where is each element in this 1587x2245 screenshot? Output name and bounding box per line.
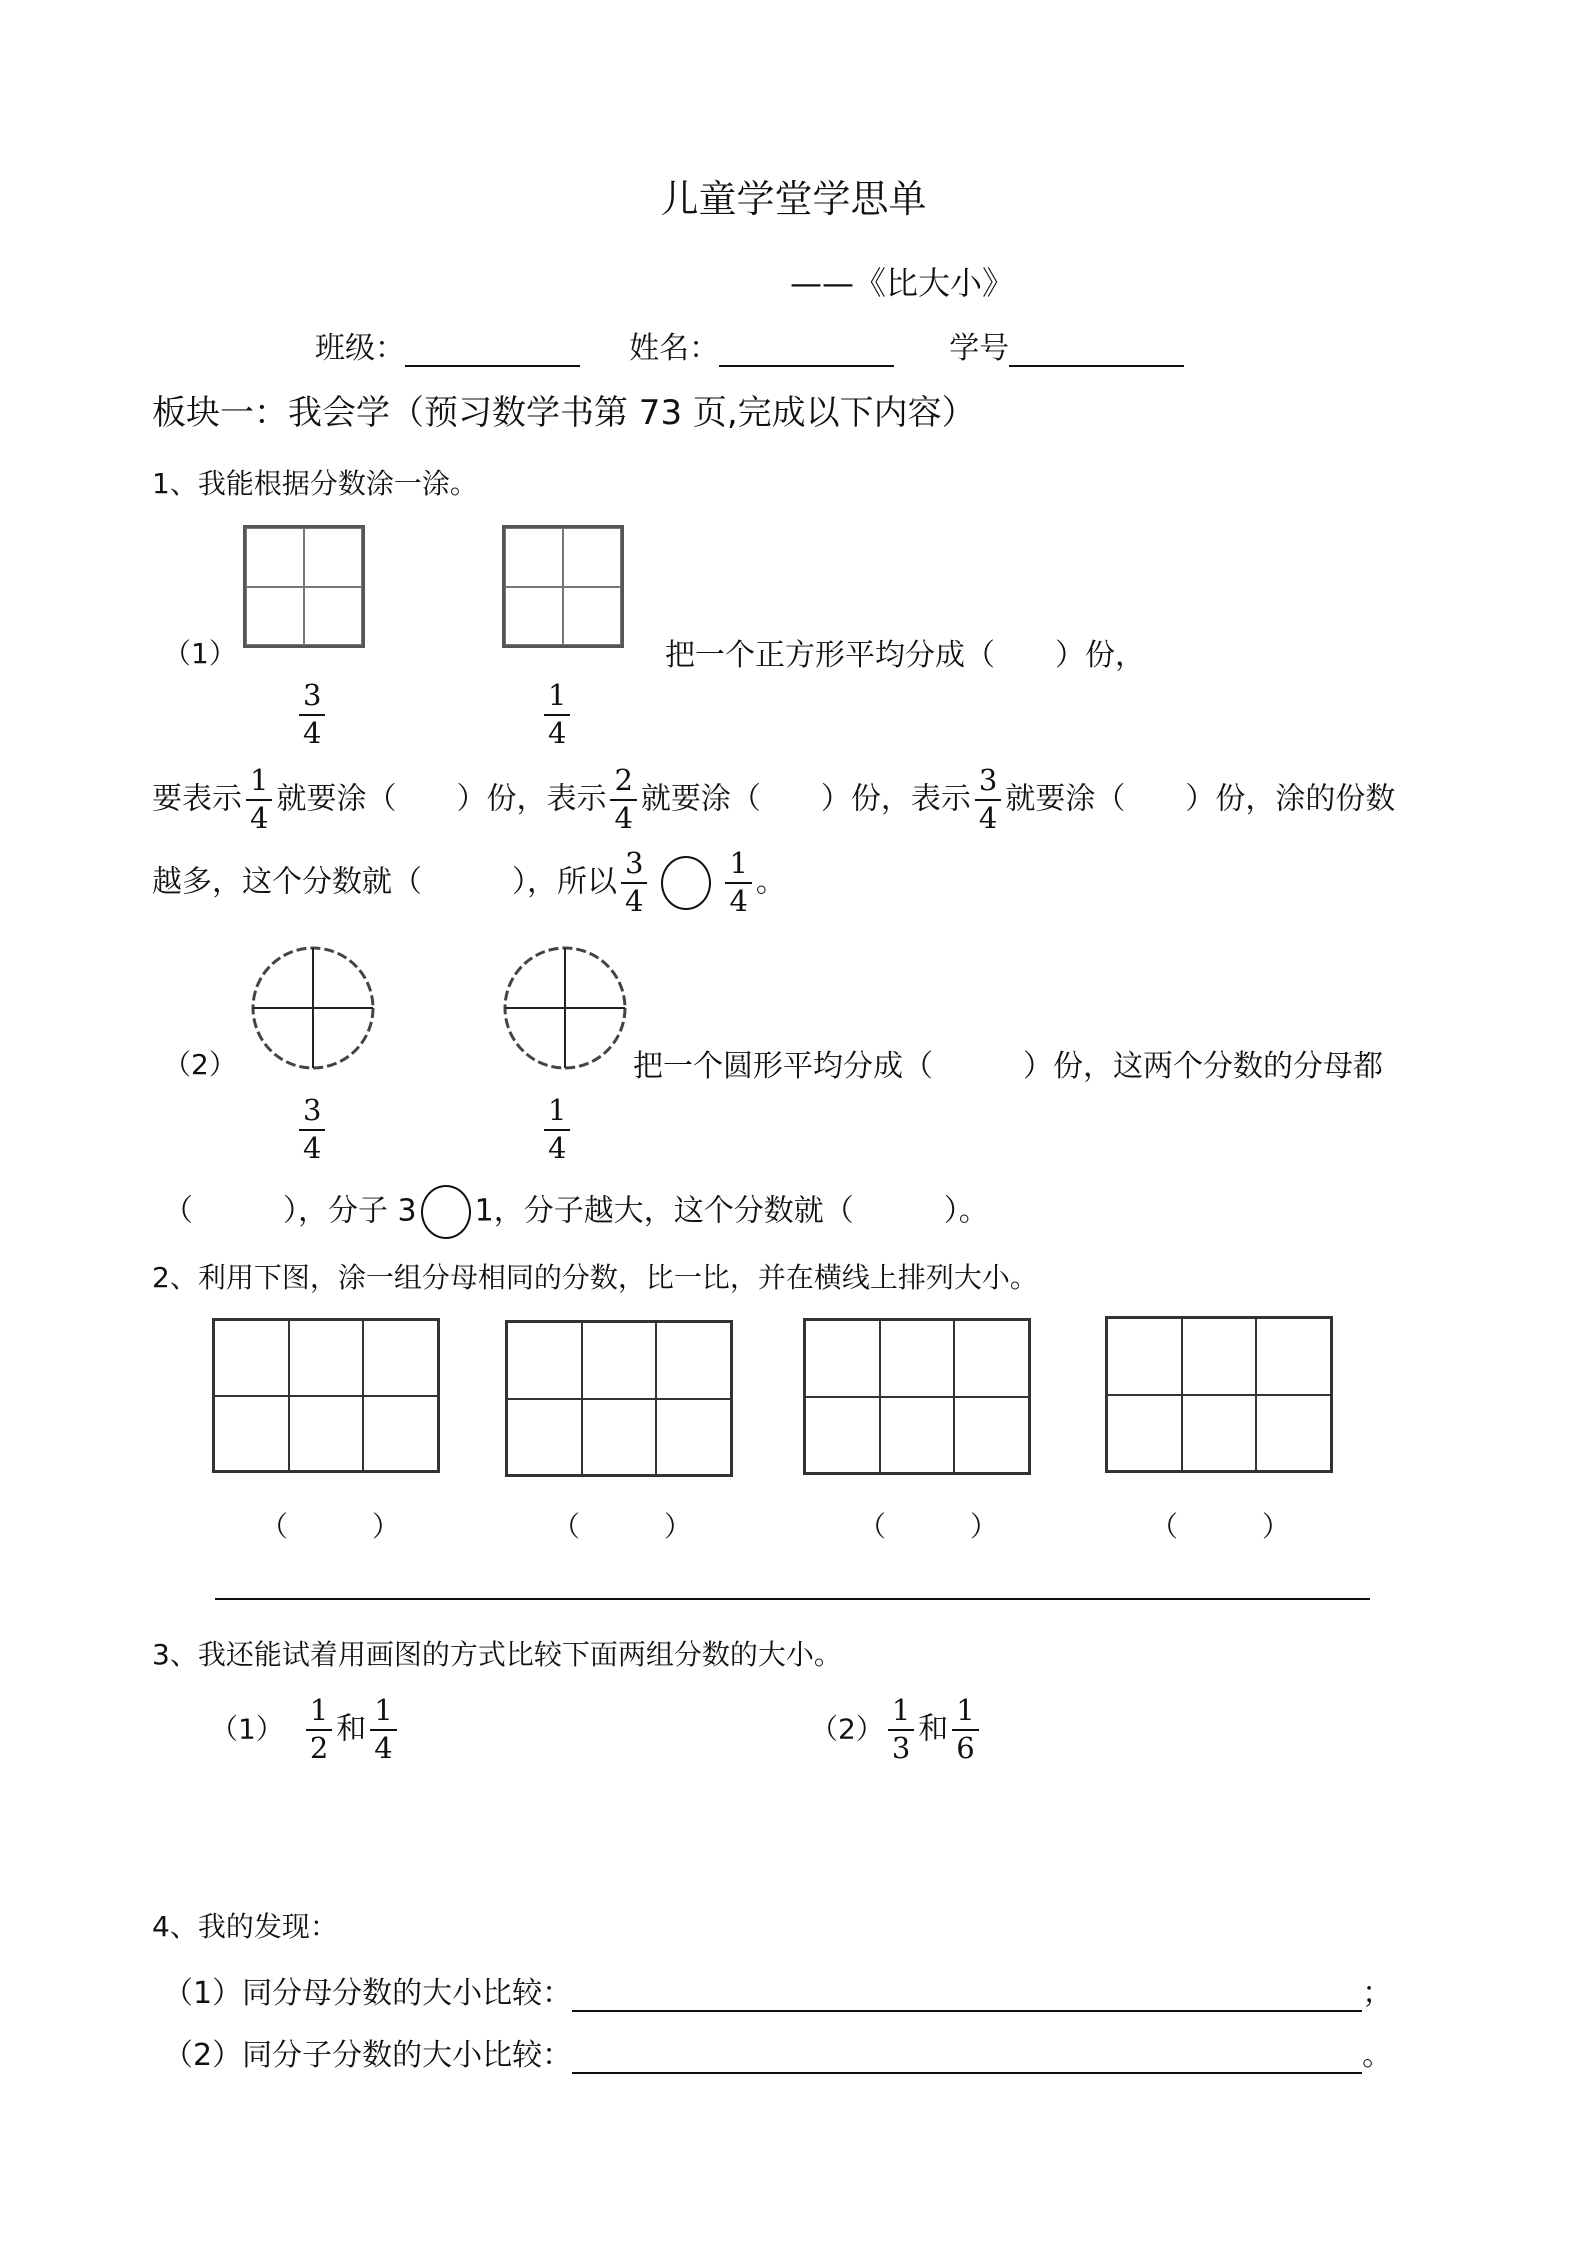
circle-diagram-a[interactable] [248,943,378,1073]
part-2-text: 把一个圆形平均分成（ ）份，这两个分数的分母都 [633,1049,1383,1084]
question-4-heading: 4、我的发现： [152,1910,338,1943]
section-heading: 板块一：我会学（预习数学书第 73 页,完成以下内容） [152,393,976,433]
id-label: 学号 [949,331,1010,366]
student-id-field[interactable] [1009,335,1184,367]
part-1-text: 把一个正方形平均分成（ ）份， [665,638,1145,673]
q3-part-1: （1） $\frac{1}{2}$ 和 $\frac{1}{4}$ [210,1695,401,1765]
ordering-answer-line[interactable] [215,1598,1370,1600]
finding-1-line[interactable] [572,1980,1362,2012]
fraction-3-4-b: $\frac{3}{4}$ [295,1095,329,1165]
answer-paren-2[interactable]: （ ） [552,1510,693,1543]
fraction-1-4-b: $\frac{1}{4}$ [540,1095,574,1165]
compare-circle-1[interactable] [661,856,711,910]
square-grid-b[interactable] [502,525,624,648]
answer-paren-1[interactable]: （ ） [260,1510,401,1543]
circle-diagram-b[interactable] [500,943,630,1073]
part-1-label: （1） [163,637,237,670]
class-label: 班级： [315,331,405,366]
fraction-1-4: $\frac{1}{4}$ [540,680,574,750]
finding-2-line[interactable] [572,2042,1362,2074]
question-3-heading: 3、我还能试着用画图的方式比较下面两组分数的大小。 [152,1638,842,1671]
part-2-line-2: （ ），分子 3 1，分子越大，这个分数就（ ）。 [163,1185,989,1239]
name-field[interactable] [719,335,894,367]
part-1-line-3: 越多，这个分数就（ ），所以 $\frac{3}{4}$ $\frac{1}{4}$ 。 [152,846,786,918]
rect-grid-1[interactable] [212,1318,440,1473]
fraction-3-4: $\frac{3}{4}$ [295,680,329,750]
rect-grid-3[interactable] [803,1318,1031,1475]
answer-paren-3[interactable]: （ ） [858,1510,999,1543]
answer-paren-4[interactable]: （ ） [1150,1510,1291,1543]
page-subtitle: ——《比大小》 [790,264,1015,302]
q3-part-2: （2） $\frac{1}{3}$ 和 $\frac{1}{6}$ [810,1695,983,1765]
page-title: 儿童学堂学思单 [660,177,927,221]
student-info-fields [315,323,1184,367]
finding-2: （2）同分子分数的大小比较： 。 [163,2038,1393,2073]
compare-circle-2[interactable] [421,1185,471,1239]
part-2-label: （2） [163,1048,237,1081]
class-field[interactable] [405,335,580,367]
question-2-heading: 2、利用下图，涂一组分母相同的分数，比一比，并在横线上排列大小。 [152,1261,1038,1294]
rect-grid-2[interactable] [505,1320,733,1477]
part-1-line-2: 要表示 $\frac{1}{4}$ 就要涂（ ）份，表示 $\frac{2}{4}$ 就要涂（ ）份，表示 $\frac{3}{4}$ 就要涂（ ）份，涂的份数 [152,763,1396,835]
rect-grid-4[interactable] [1105,1316,1333,1473]
square-grid-a[interactable] [243,525,365,648]
question-1-heading: 1、我能根据分数涂一涂。 [152,467,478,500]
name-label: 姓名： [629,331,720,366]
finding-1: （1）同分母分数的大小比较： ； [163,1976,1393,2011]
